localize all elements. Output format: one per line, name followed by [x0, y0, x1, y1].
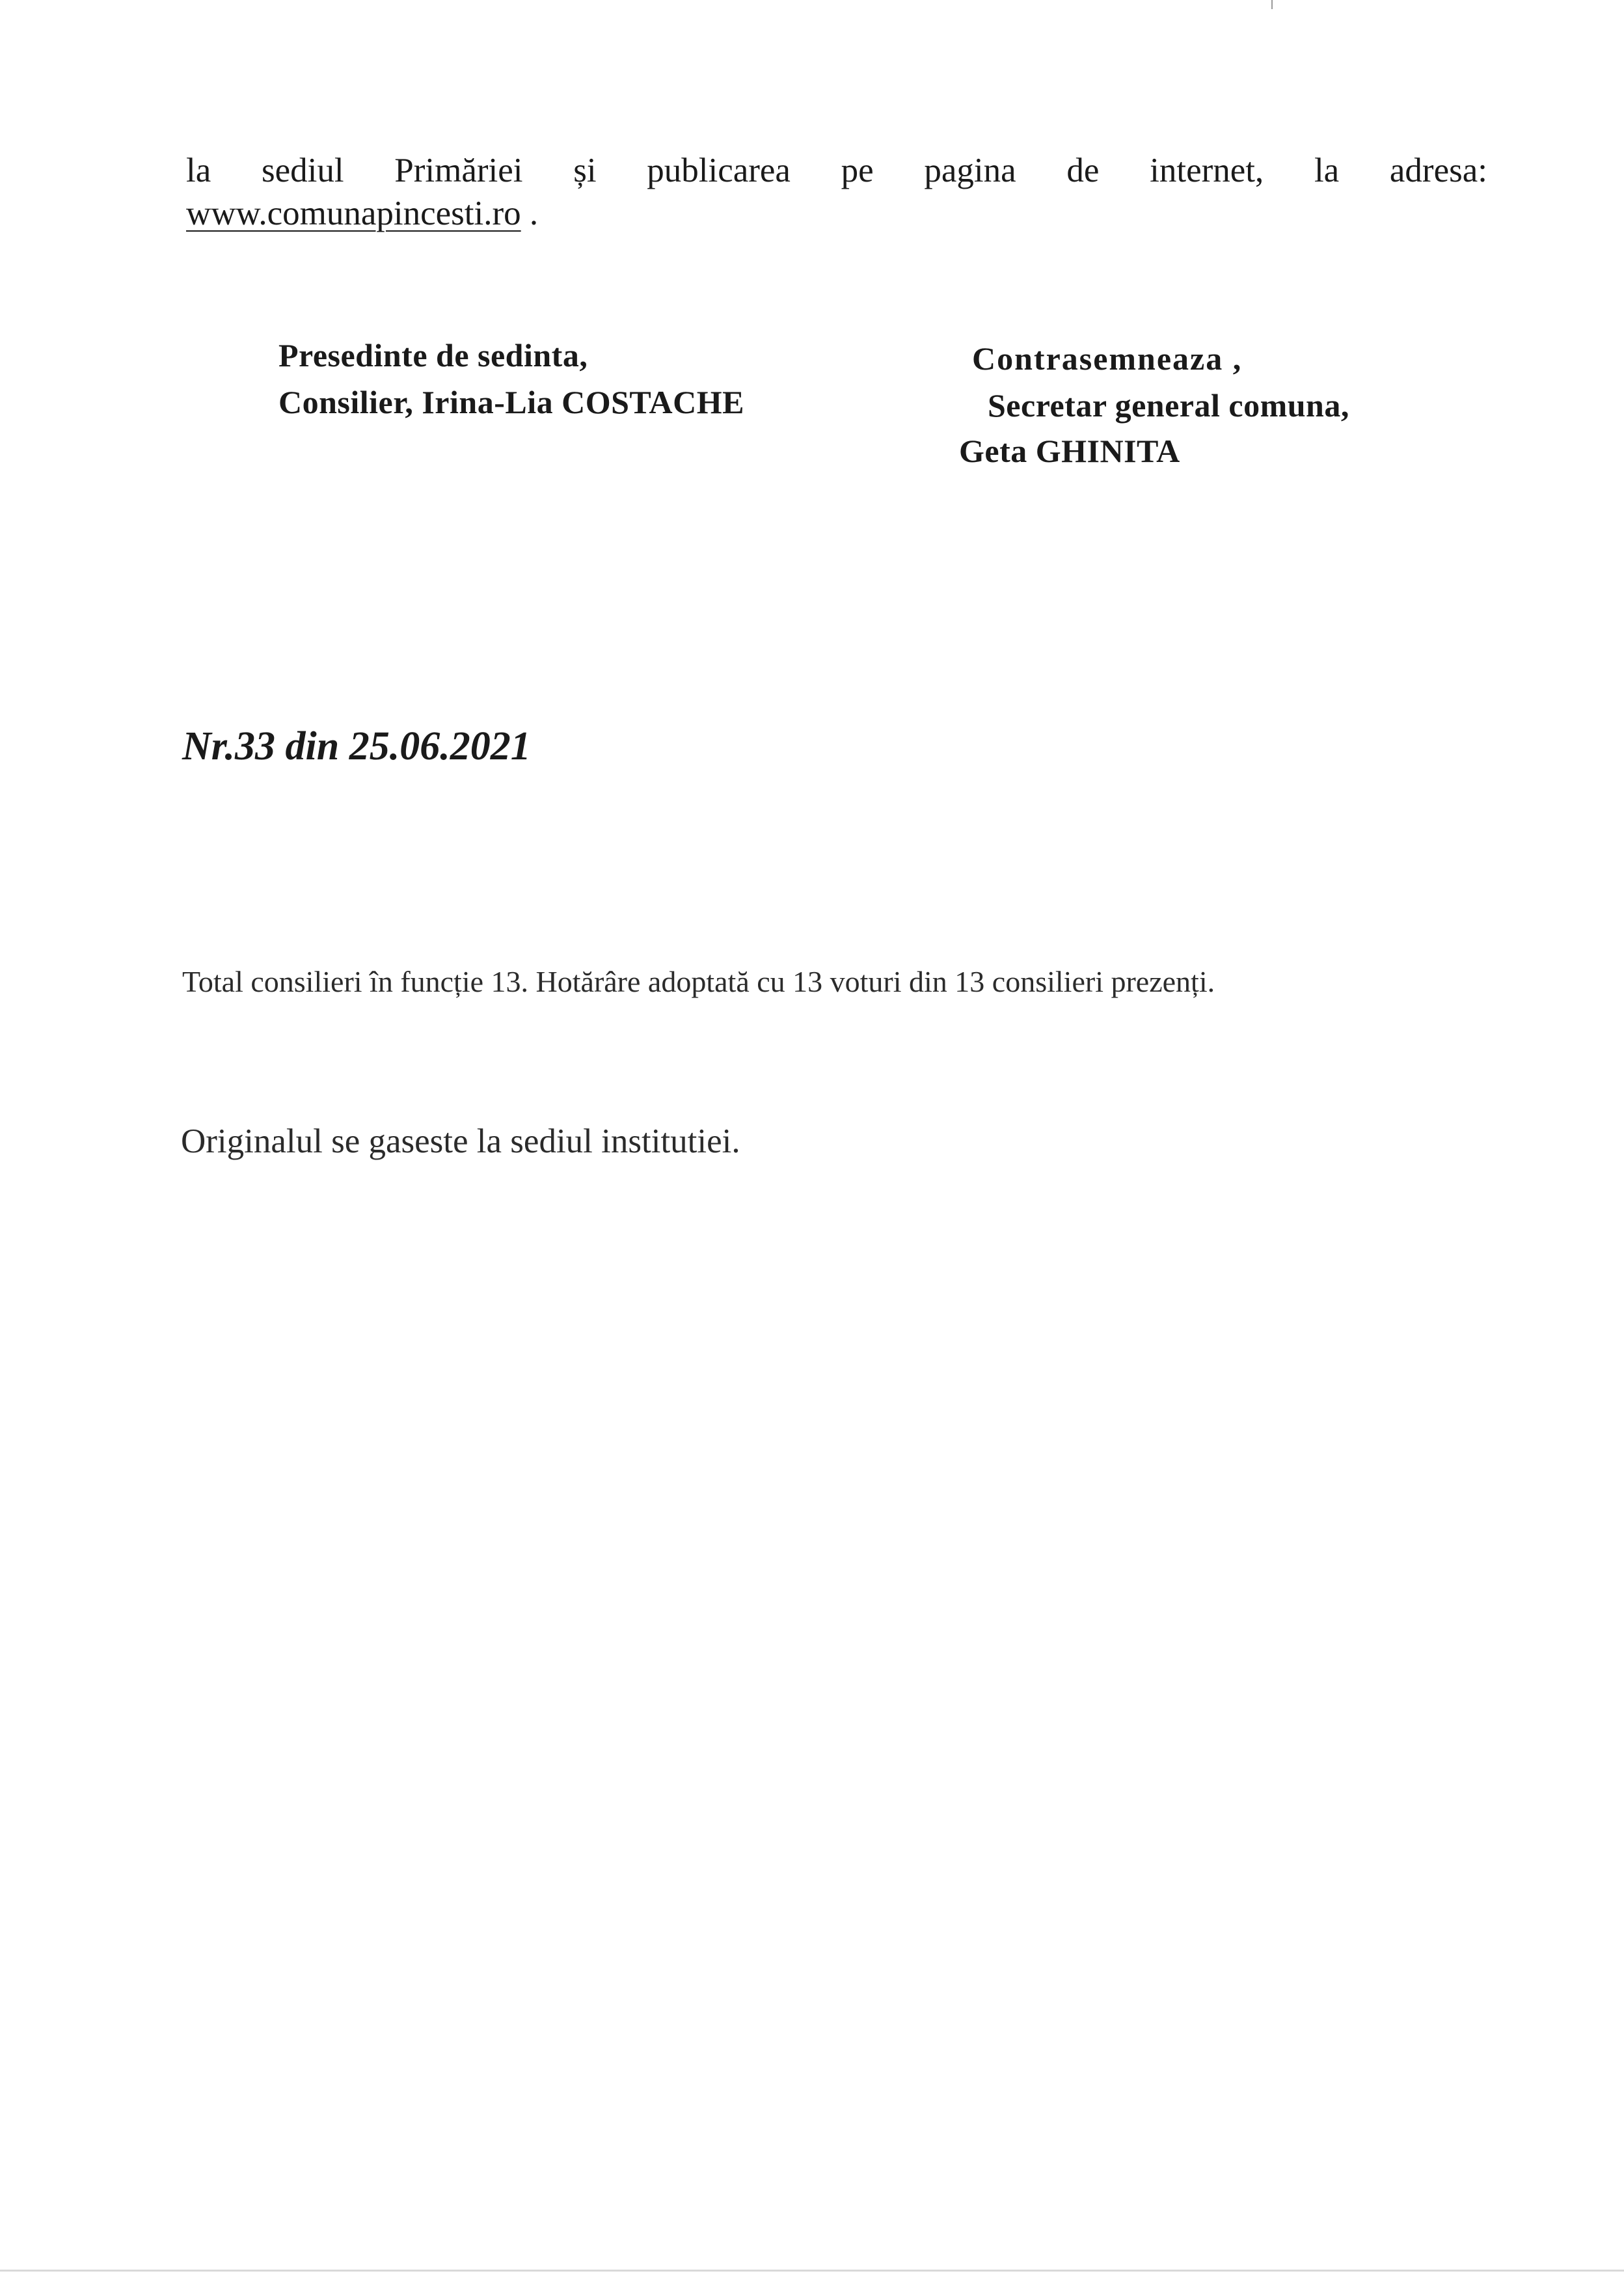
signature-block-secretary [959, 340, 1349, 470]
paragraph-word: și [573, 152, 597, 189]
paragraph-word: sediul [261, 152, 344, 189]
president-title: Presedinte de sedinta, [278, 337, 588, 373]
paragraph-word: pe [841, 152, 874, 189]
paragraph-word: publicarea [647, 152, 791, 189]
secretary-name: Geta GHINITA [959, 433, 1180, 469]
paragraph-word: de [1066, 152, 1100, 189]
president-name: Consilier, Irina-Lia COSTACHE [278, 384, 744, 420]
paragraph-word: adresa: [1389, 152, 1487, 189]
paragraph-first-line [186, 151, 1487, 190]
scan-artifact-mark [1271, 0, 1273, 9]
url-suffix: . [521, 195, 539, 232]
paragraph-word: pagina [924, 152, 1016, 189]
website-link[interactable]: www.comunapincesti.ro [186, 195, 521, 232]
paragraph-word: la [186, 152, 211, 189]
signature-block-president [278, 336, 744, 421]
paragraph-word: internet, [1150, 152, 1264, 189]
original-location-note: Originalul se gaseste la sediul institutiei. [181, 1122, 740, 1160]
countersign-title: Contrasemneaza , [972, 340, 1243, 377]
document-number: Nr.33 din 25.06.2021 [182, 724, 531, 768]
paragraph-word: Primăriei [394, 152, 523, 189]
paragraph-word: la [1314, 152, 1340, 189]
votes-summary: Total consilieri în funcție 13. Hotărâre adoptată cu 13 voturi din 13 consilieri prezenți. [182, 965, 1215, 998]
secretary-role: Secretar general comuna, [988, 387, 1349, 424]
scan-bottom-edge [0, 2270, 1624, 2272]
paragraph-url-line [186, 194, 538, 233]
